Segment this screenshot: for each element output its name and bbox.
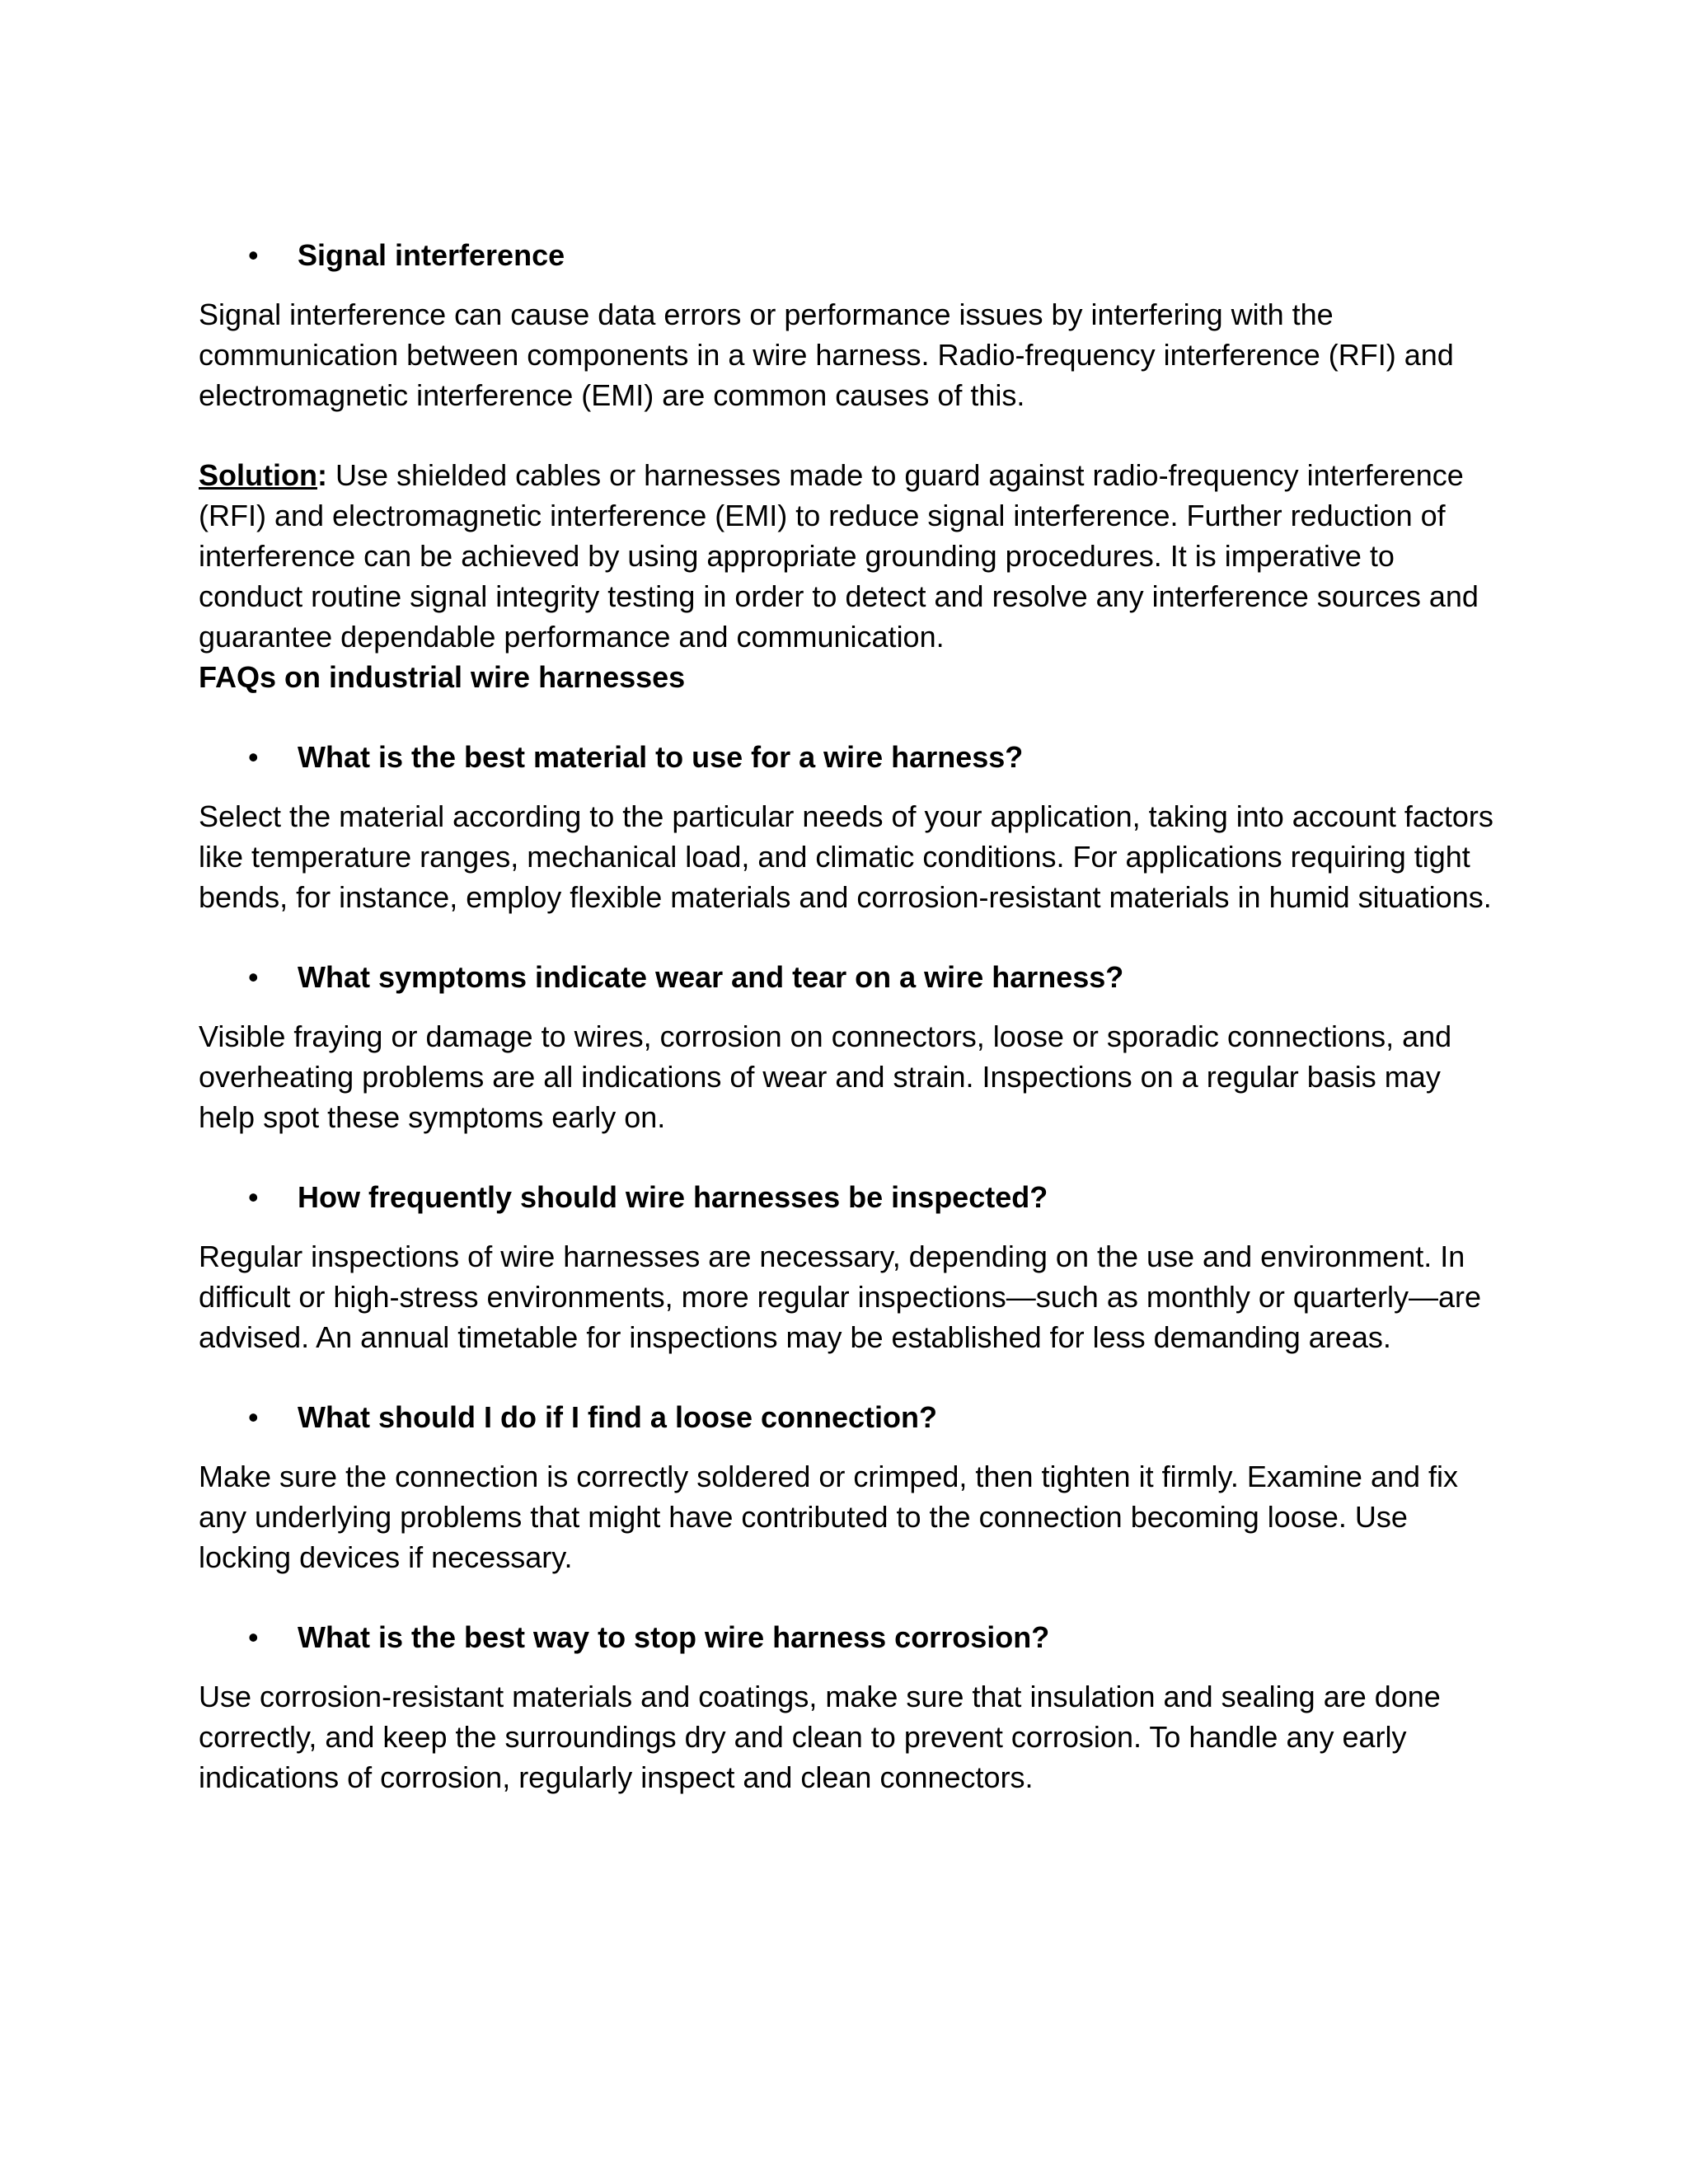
faq-question-text: What symptoms indicate wear and tear on a wire harness? xyxy=(298,960,1124,994)
solution-text: Use shielded cables or harnesses made to guard against radio-frequency interference (RFI) and electromagnetic interference (EMI) to reduce signal interference. Further reduction of interference can be achieved by using appropriate grounding procedures. It is imperative to conduct routine signal integrity testing in order to detect and resolve any interference sources and guarantee dependable performance and communication. xyxy=(199,458,1479,654)
faq-answer: Select the material according to the particular needs of your application, taking into account factors like temperature ranges, mechanical load, and climatic conditions. For applications requiring tight bends, for instance, employ flexible materials and corrosion-resistant materials in humid situations. xyxy=(199,799,1493,914)
faq-question-text: What is the best way to stop wire harness corrosion? xyxy=(298,1620,1050,1654)
bullet-title: Signal interference xyxy=(298,238,565,272)
faq-question xyxy=(199,1617,1501,1657)
faq-answer: Make sure the connection is correctly soldered or crimped, then tighten it firmly. Examine and fix any underlying problems that might have contributed to the connection becoming loose. Use locking devices if necessary. xyxy=(199,1460,1459,1574)
faq-question xyxy=(199,737,1501,777)
bullet-icon: • xyxy=(248,238,259,272)
bullet-icon: • xyxy=(248,740,259,774)
faq-question xyxy=(199,1397,1501,1437)
faq-question-text: What is the best material to use for a wire harness? xyxy=(298,740,1024,774)
solution-paragraph xyxy=(199,455,1501,657)
signal-paragraph: Signal interference can cause data errors or performance issues by interfering with the communication between components in a wire harness. Radio-frequency interference (RFI) and electromagnetic interference (EMI) are common causes of this. xyxy=(199,298,1454,412)
bullet-signal-interference xyxy=(199,235,1501,275)
faq-question xyxy=(199,957,1501,997)
faq-answer: Regular inspections of wire harnesses are necessary, depending on the use and environment. In difficult or high-stress environments, more regular inspections—such as monthly or quarterly—are advised. An annual timetable for inspections may be established for less demanding areas. xyxy=(199,1240,1481,1354)
solution-colon: : xyxy=(316,458,327,492)
solution-label: Solution xyxy=(199,458,317,492)
faq-heading: FAQs on industrial wire harnesses xyxy=(199,660,686,694)
bullet-icon: • xyxy=(248,1620,259,1654)
faq-question-text: How frequently should wire harnesses be inspected? xyxy=(298,1180,1048,1214)
faq-answer: Visible fraying or damage to wires, corrosion on connectors, loose or sporadic connections, and overheating problems are all indications of wear and strain. Inspections on a regular basis may help spot these symptoms early on. xyxy=(199,1019,1452,1134)
bullet-icon: • xyxy=(248,1400,259,1434)
faq-question xyxy=(199,1177,1501,1217)
bullet-icon: • xyxy=(248,960,259,994)
document-page xyxy=(199,235,1501,1797)
faq-question-text: What should I do if I find a loose connection? xyxy=(298,1400,937,1434)
faq-answer: Use corrosion-resistant materials and coatings, make sure that insulation and sealing are done correctly, and keep the surroundings dry and clean to prevent corrosion. To handle any early indications of corrosion, regularly inspect and clean connectors. xyxy=(199,1680,1441,1794)
bullet-icon: • xyxy=(248,1180,259,1214)
